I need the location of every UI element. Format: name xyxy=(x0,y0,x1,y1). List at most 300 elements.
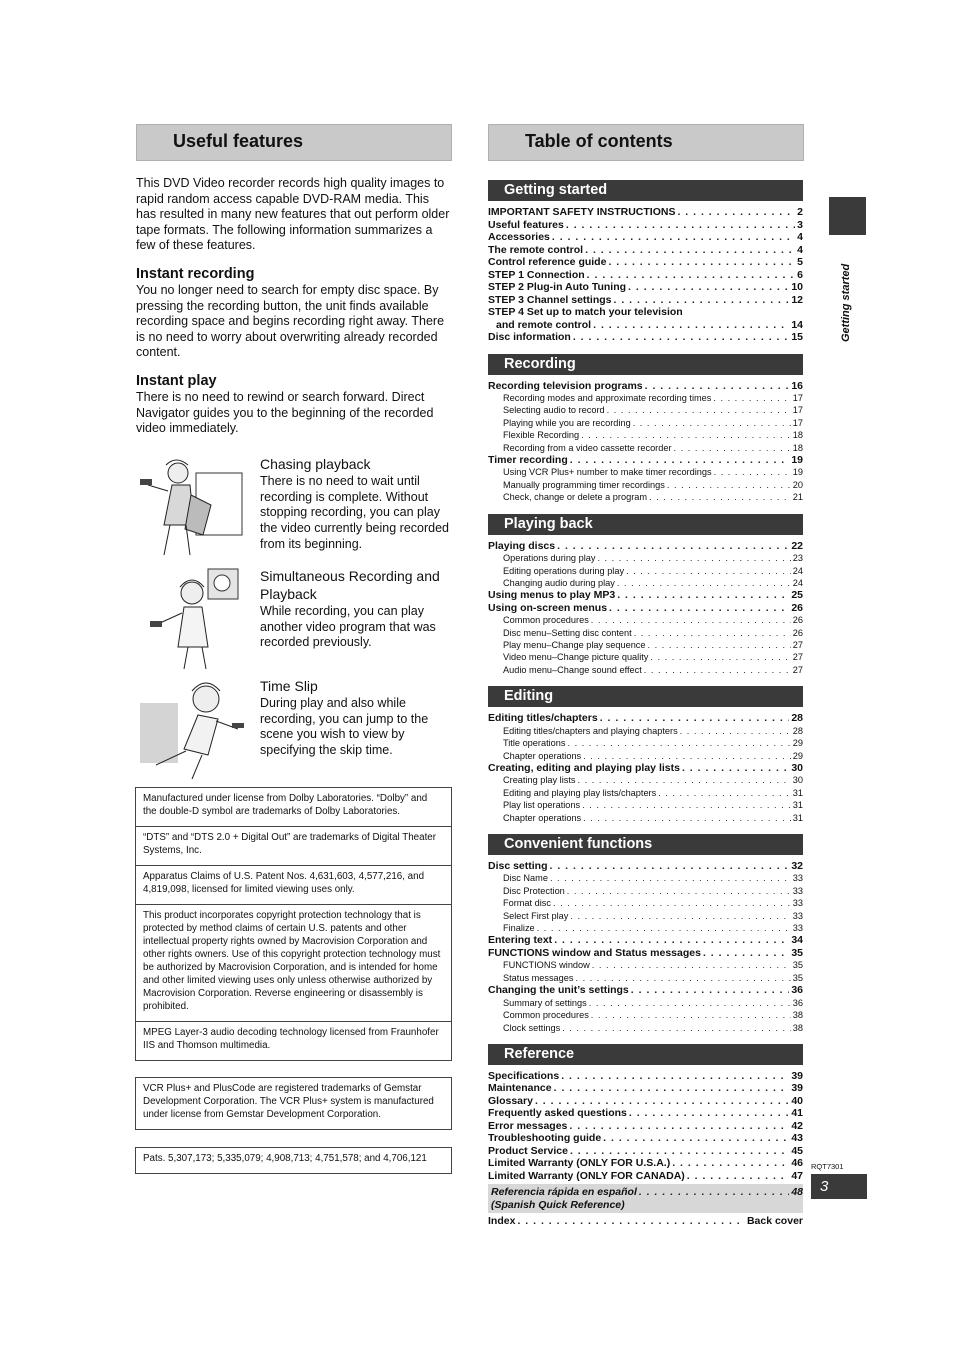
feature-time-slip xyxy=(136,677,450,787)
toc-entry[interactable] xyxy=(488,997,803,1009)
toc-entry-title: Specifications xyxy=(488,1069,560,1082)
toc-entry-title: Disc information xyxy=(488,331,571,343)
toc-section xyxy=(488,180,803,344)
toc-entry-page: 14 xyxy=(791,318,803,331)
spanish-reference-block[interactable] xyxy=(488,1184,803,1213)
toc-entry-page: 18 xyxy=(792,430,803,441)
toc-entry-title: Audio menu–Change sound effect xyxy=(503,664,642,675)
toc-entry-title: IMPORTANT SAFETY INSTRUCTIONS xyxy=(488,206,676,218)
toc-leader-dots xyxy=(607,404,791,416)
toc-entry-page: 39 xyxy=(791,1069,803,1082)
toc-entry[interactable] xyxy=(488,219,803,232)
toc-entry-page: 40 xyxy=(791,1094,803,1107)
instant-play-heading: Instant play xyxy=(136,372,217,389)
toc-entry-page: 19 xyxy=(792,467,803,478)
toc-entry-page: 26 xyxy=(791,601,803,614)
toc-entry-title: STEP 4 Set up to match your television xyxy=(488,306,683,318)
useful-features-banner xyxy=(136,124,452,161)
toc-entry-page: 42 xyxy=(791,1119,803,1132)
section-side-label: Getting started xyxy=(840,263,852,342)
toc-entry-page: 10 xyxy=(791,281,803,293)
toc-section-header: Editing xyxy=(488,686,803,707)
toc-entry-page: 17 xyxy=(792,417,803,428)
toc-entry-page: 27 xyxy=(792,664,803,675)
toc-leader-dots xyxy=(583,750,791,762)
toc-entry-title: Timer recording xyxy=(488,453,568,466)
chasing-playback-text: There is no need to wait until recording is complete. Without stopping recording, you can play the video currently being recorded from its beginning. xyxy=(260,473,450,551)
toc-entry[interactable] xyxy=(488,627,803,639)
toc-leader-dots xyxy=(617,589,789,602)
toc-leader-dots xyxy=(714,466,791,478)
toc-section-header: Playing back xyxy=(488,514,803,535)
toc-entry[interactable] xyxy=(488,491,803,503)
toc-entry-title: Status messages xyxy=(503,972,574,983)
toc-entry-page: 6 xyxy=(797,268,803,281)
toc-entry-title: Selecting audio to record xyxy=(503,405,605,416)
toc-entry-page: 16 xyxy=(791,379,803,392)
toc-entry-title: Finalize xyxy=(503,923,535,934)
toc-leader-dots xyxy=(593,319,789,332)
toc-entry-page: 47 xyxy=(791,1169,803,1182)
toc-entry-page: 39 xyxy=(791,1082,803,1095)
toc-leader-dots xyxy=(603,1132,789,1145)
toc-entry-page: 27 xyxy=(792,652,803,663)
toc-entry-title: Video menu–Change picture quality xyxy=(503,652,649,663)
notice-macrovision: This product incorporates copyright protection technology that is protected by method claims of certain U.S. patents and other intellectual property rights owned by Macrovision Corporation and other rights owners. Use of this copyright protection technology must be authorized by Macrovision Corporation, and is intended for home and other limited viewing uses only unless otherwise authorized by Macrovision Corporation. Reverse engineering or disassembly is prohibited. xyxy=(136,904,451,1021)
toc-leader-dots xyxy=(649,491,791,503)
toc-entry-title: Limited Warranty (ONLY FOR CANADA) xyxy=(488,1169,685,1182)
toc-leader-dots xyxy=(566,219,795,232)
spanish-reference-page: 48 xyxy=(791,1186,803,1199)
notice-vcr-plus: VCR Plus+ and PlusCode are registered trademarks of Gemstar Development Corporation. The VCR Plus+ system is manufactured under license from Gemstar Development Corporation. xyxy=(143,1083,434,1120)
toc-entry[interactable] xyxy=(488,306,803,319)
toc-leader-dots xyxy=(645,380,790,393)
page-number: 3 xyxy=(811,1174,867,1199)
toc-leader-dots xyxy=(667,479,791,491)
toc-leader-dots xyxy=(583,812,791,824)
toc-entry-title: Chapter operations xyxy=(503,812,582,823)
toc-entry[interactable] xyxy=(488,1145,803,1158)
toc-entry-title: Changing the unit’s settings xyxy=(488,984,629,997)
toc-leader-dots xyxy=(644,664,791,676)
toc-leader-dots xyxy=(553,897,791,909)
feature-chasing-playback xyxy=(136,455,450,567)
toc-entry[interactable] xyxy=(488,1132,803,1145)
toc-entry-title: FUNCTIONS window xyxy=(503,960,590,971)
toc-entry[interactable] xyxy=(488,429,803,441)
toc-entry[interactable] xyxy=(488,787,803,799)
toc-entry-page: 30 xyxy=(791,761,803,774)
toc-entry[interactable] xyxy=(488,725,803,737)
toc-entry-page: 21 xyxy=(792,492,803,503)
toc-leader-dots xyxy=(629,1107,789,1120)
toc-entry-title: and remote control xyxy=(496,318,592,331)
toc-entry-title: Title operations xyxy=(503,738,566,749)
toc-leader-dots xyxy=(587,269,796,282)
toc-entry-page: 17 xyxy=(792,405,803,416)
toc-entry-title: Common procedures xyxy=(503,615,589,626)
toc-leader-dots xyxy=(567,885,791,897)
toc-entry[interactable] xyxy=(488,1022,803,1034)
toc-leader-dots xyxy=(650,651,790,663)
toc-leader-dots xyxy=(562,1022,791,1034)
toc-leader-dots xyxy=(680,725,791,737)
toc-leader-dots xyxy=(575,972,790,984)
toc-entry-page: 33 xyxy=(792,898,803,909)
toc-entry-title: FUNCTIONS window and Status messages xyxy=(488,946,701,959)
toc-entry-page: 46 xyxy=(791,1157,803,1170)
toc-entry-title: Summary of settings xyxy=(503,997,587,1008)
spanish-reference-title: Referencia rápida en español xyxy=(491,1186,637,1199)
toc-entry-title: Disc Name xyxy=(503,873,548,884)
useful-features-column xyxy=(136,176,450,787)
toc-entry-page: 29 xyxy=(792,738,803,749)
toc-entry-page: 33 xyxy=(792,910,803,921)
toc-entry-title: Useful features xyxy=(488,218,564,231)
toc-entry[interactable] xyxy=(488,454,803,467)
toc-leader-dots xyxy=(628,281,789,294)
toc-section-header: Reference xyxy=(488,1044,803,1065)
toc-entry-page: 3 xyxy=(797,218,803,231)
intro-paragraph: This DVD Video recorder records high quality images to rapid random access capable DVD-RAM media. This has resulted in many new features that out perform older tape formats. The following information summarizes a few of these features. xyxy=(136,176,450,253)
toc-entry[interactable] xyxy=(488,1107,803,1120)
toc-entry[interactable] xyxy=(488,244,803,257)
toc-entry-title: Glossary xyxy=(488,1094,533,1107)
toc-leader-dots xyxy=(567,737,790,749)
toc-leader-dots xyxy=(569,1120,789,1133)
toc-entry[interactable] xyxy=(488,910,803,922)
toc-entry-page: 4 xyxy=(797,243,803,256)
toc-entry[interactable] xyxy=(488,651,803,663)
toc-entry[interactable] xyxy=(488,319,803,332)
toc-entry-title: Frequently asked questions xyxy=(488,1107,627,1120)
toc-entry[interactable] xyxy=(488,984,803,997)
toc-leader-dots xyxy=(674,442,791,454)
toc-entry-page: 35 xyxy=(792,972,803,983)
toc-leader-dots xyxy=(578,774,791,786)
toc-entry-title: Clock settings xyxy=(503,1022,561,1033)
toc-entry-title: Control reference guide xyxy=(488,256,607,268)
toc-leader-dots xyxy=(634,627,791,639)
toc-entry-title: Accessories xyxy=(488,231,550,243)
toc-entry-title: Check, change or delete a program xyxy=(503,492,648,503)
toc-entry-title: STEP 3 Channel settings xyxy=(488,293,612,306)
toc-entry[interactable] xyxy=(488,934,803,947)
toc-entry-title: Play menu–Change play sequence xyxy=(503,640,646,651)
toc-leader-dots xyxy=(570,910,790,922)
toc-leader-dots xyxy=(687,1170,790,1183)
toc-leader-dots xyxy=(677,206,795,219)
toc-entry-page: 26 xyxy=(792,615,803,626)
toc-entry-page: 26 xyxy=(792,627,803,638)
vcr-plus-notice-box xyxy=(135,1077,452,1130)
toc-entry[interactable] xyxy=(488,959,803,971)
toc-entry-page: 28 xyxy=(791,712,803,725)
toc-entry-page: 45 xyxy=(791,1144,803,1157)
toc-entry-page: 25 xyxy=(791,589,803,602)
toc-entry[interactable] xyxy=(488,614,803,626)
toc-entry-title: Using menus to play MP3 xyxy=(488,589,616,602)
toc-leader-dots xyxy=(589,997,791,1009)
toc-entry-page: 28 xyxy=(792,725,803,736)
toc-entry-title: The remote control xyxy=(488,243,584,256)
toc-entry-title: Editing titles/chapters xyxy=(488,712,598,725)
toc-entry-page: 5 xyxy=(797,256,803,268)
instant-recording-text: You no longer need to search for empty disc space. By pressing the recording button, the unit finds available recording space and begins recording right away. There is no need to worry about overwriting already recorded content. xyxy=(136,282,445,360)
toc-entry-page: 24 xyxy=(792,577,803,588)
toc-entry[interactable] xyxy=(488,256,803,269)
toc-entry[interactable] xyxy=(488,565,803,577)
notice-dolby: Manufactured under license from Dolby Laboratories. “Dolby” and the double-D symbol are trademarks of Dolby Laboratories. xyxy=(143,793,428,817)
toc-entry[interactable] xyxy=(488,1157,803,1170)
toc-section xyxy=(488,834,803,1034)
toc-entry-page: 4 xyxy=(797,231,803,243)
toc-entry[interactable] xyxy=(488,639,803,651)
toc-entry-title: Using on-screen menus xyxy=(488,601,608,614)
toc-entry-title: Disc Protection xyxy=(503,885,565,896)
toc-leader-dots xyxy=(585,244,795,257)
toc-entry-page: 35 xyxy=(792,960,803,971)
toc-entry[interactable] xyxy=(488,1082,803,1095)
section-tab-marker xyxy=(829,197,866,235)
toc-entry-page: 41 xyxy=(791,1107,803,1120)
toc-entry-page: 33 xyxy=(792,923,803,934)
toc-entry[interactable] xyxy=(488,331,803,344)
toc-entry[interactable] xyxy=(488,812,803,824)
document-code: RQT7301 xyxy=(811,1162,844,1171)
toc-entry[interactable] xyxy=(488,392,803,404)
toc-entry-page: 29 xyxy=(792,750,803,761)
toc-entry-page: 34 xyxy=(791,934,803,947)
simultaneous-recording-illustration xyxy=(136,567,246,671)
toc-entry-title: Editing and playing play lists/chapters xyxy=(503,787,657,798)
toc-entry[interactable] xyxy=(488,602,803,615)
toc-entry-title: Select First play xyxy=(503,910,569,921)
toc-entry-title: Common procedures xyxy=(503,1010,589,1021)
toc-leader-dots xyxy=(550,872,791,884)
toc-entry[interactable] xyxy=(488,589,803,602)
toc-entry[interactable] xyxy=(488,281,803,294)
toc-entry-title: STEP 1 Connection xyxy=(488,268,585,281)
toc-leader-dots xyxy=(617,577,791,589)
toc-section-header: Getting started xyxy=(488,180,803,201)
toc-section xyxy=(488,1044,803,1183)
toc-entry-title: Using VCR Plus+ number to make timer recordings xyxy=(503,467,712,478)
toc-leader-dots xyxy=(592,959,791,971)
time-slip-text: During play and also while recording, you can jump to the scene you wish to view by specifying the skip time. xyxy=(260,695,429,758)
toc-leader-dots xyxy=(614,294,790,307)
toc-leader-dots xyxy=(608,256,795,269)
toc-entry-page: 30 xyxy=(792,775,803,786)
toc-entry[interactable] xyxy=(488,947,803,960)
toc-entry-page: 43 xyxy=(791,1132,803,1145)
toc-entry[interactable] xyxy=(488,972,803,984)
toc-entry-page: 33 xyxy=(792,873,803,884)
toc-entry-title: STEP 2 Plug-in Auto Tuning xyxy=(488,281,627,293)
toc-title: Table of contents xyxy=(525,131,673,151)
toc-entry-page: 12 xyxy=(791,293,803,306)
toc-entry[interactable] xyxy=(488,404,803,416)
toc-entry-page: 31 xyxy=(792,800,803,811)
toc-entry-title: Play list operations xyxy=(503,800,581,811)
toc-entry[interactable] xyxy=(488,380,803,393)
toc-leader-dots xyxy=(554,1082,790,1095)
toc-entry-title: Editing operations during play xyxy=(503,565,625,576)
toc-entry-page: 17 xyxy=(792,393,803,403)
toc-entry[interactable] xyxy=(488,762,803,775)
toc-entry[interactable] xyxy=(488,231,803,244)
toc-entry[interactable] xyxy=(488,799,803,811)
notice-patents: Pats. 5,307,173; 5,335,079; 4,908,713; 4,751,578; and 4,706,121 xyxy=(143,1153,427,1164)
index-page: Back cover xyxy=(746,1215,803,1228)
toc-leader-dots xyxy=(631,984,790,997)
toc-entry[interactable] xyxy=(488,540,803,553)
toc-leader-dots xyxy=(591,614,791,626)
toc-entry[interactable] xyxy=(488,885,803,897)
time-slip-illustration xyxy=(136,677,246,781)
toc-leader-dots xyxy=(633,417,791,429)
toc-entry-title: Product Service xyxy=(488,1144,568,1157)
toc-leader-dots xyxy=(639,1186,789,1199)
toc-entry-title: Manually programming timer recordings xyxy=(503,479,665,490)
chasing-playback-illustration xyxy=(136,455,246,559)
toc-entry-page: 20 xyxy=(792,479,803,490)
toc-entry-page: 23 xyxy=(792,553,803,564)
toc-leader-dots xyxy=(672,1157,789,1170)
toc-entry-title: Format disc xyxy=(503,898,551,909)
chasing-playback-title: Chasing playback xyxy=(260,455,371,472)
toc-entry[interactable] xyxy=(488,479,803,491)
toc-entry-title: Limited Warranty (ONLY FOR U.S.A.) xyxy=(488,1157,671,1170)
time-slip-title: Time Slip xyxy=(260,677,318,694)
toc-leader-dots xyxy=(626,565,791,577)
toc-leader-dots xyxy=(554,934,789,947)
toc-entry-title: Creating play lists xyxy=(503,775,576,786)
toc-entry-title: Troubleshooting guide xyxy=(488,1132,602,1145)
toc-leader-dots xyxy=(552,231,795,244)
toc-entry[interactable] xyxy=(488,712,803,725)
toc-leader-dots xyxy=(561,1070,789,1083)
toc-entry[interactable] xyxy=(488,860,803,873)
toc-entry-page: 35 xyxy=(791,946,803,959)
toc-leader-dots xyxy=(658,787,791,799)
toc-entry[interactable] xyxy=(488,466,803,478)
toc-entry-page: 31 xyxy=(792,812,803,823)
useful-features-title: Useful features xyxy=(173,131,304,151)
index-label: Index xyxy=(488,1215,516,1228)
toc-entry-page: 31 xyxy=(792,787,803,798)
toc-entry[interactable] xyxy=(488,897,803,909)
toc-entry[interactable] xyxy=(488,552,803,564)
toc-entry-title: Recording modes and approximate recording times xyxy=(503,393,712,403)
toc-entry-title: Recording television programs xyxy=(488,379,643,392)
toc-entry[interactable] xyxy=(488,872,803,884)
toc-leader-dots xyxy=(703,947,789,960)
feature-simultaneous-recording xyxy=(136,567,450,677)
toc-leader-dots xyxy=(682,762,789,775)
toc-entry-title: Disc setting xyxy=(488,859,548,872)
toc-leader-dots xyxy=(648,639,791,651)
toc-leader-dots xyxy=(600,712,790,725)
toc-entry-page: 27 xyxy=(792,640,803,651)
toc-entry[interactable] xyxy=(488,1009,803,1021)
notice-dts: “DTS” and “DTS 2.0 + Digital Out” are trademarks of Digital Theater Systems, Inc. xyxy=(136,826,451,865)
instant-play-text: There is no need to rewind or search forward. Direct Navigator guides you to the beginning of the recorded video immediately. xyxy=(136,389,434,436)
toc-entry-page: 36 xyxy=(791,984,803,997)
toc-section-header: Recording xyxy=(488,354,803,375)
toc-entry xyxy=(491,1186,803,1199)
toc-entry-page: 24 xyxy=(792,565,803,576)
toc-entry-title: Editing titles/chapters and playing chapters xyxy=(503,725,678,736)
toc-entry-page: 2 xyxy=(797,206,803,218)
notice-mpeg: MPEG Layer-3 audio decoding technology licensed from Fraunhofer IIS and Thomson multimedia. xyxy=(136,1021,451,1060)
toc-entry-page: 19 xyxy=(791,453,803,466)
patents-notice-box xyxy=(135,1147,452,1174)
toc-entry-page: 38 xyxy=(792,1010,803,1021)
toc-entry[interactable] xyxy=(488,737,803,749)
toc-leader-dots xyxy=(591,1009,791,1021)
instant-recording-heading: Instant recording xyxy=(136,265,255,282)
toc-entry[interactable] xyxy=(488,1120,803,1133)
toc-entry-page: 18 xyxy=(792,442,803,453)
toc-entry-title: Recording from a video cassette recorder xyxy=(503,442,672,453)
toc-entry-title: Chapter operations xyxy=(503,750,582,761)
toc-entry[interactable] xyxy=(488,1170,803,1183)
toc-leader-dots xyxy=(557,540,789,553)
toc-section xyxy=(488,686,803,824)
toc-leader-dots xyxy=(582,799,791,811)
toc-leader-dots xyxy=(609,602,789,615)
toc-leader-dots xyxy=(573,331,789,344)
toc-entry-title: Disc menu–Setting disc content xyxy=(503,627,632,638)
toc-entry-page: 15 xyxy=(791,331,803,343)
toc-leader-dots xyxy=(570,454,790,467)
toc-entry-title: Operations during play xyxy=(503,553,596,564)
toc-entry-title: Changing audio during play xyxy=(503,577,615,588)
toc-entry-title: Flexible Recording xyxy=(503,430,580,441)
toc-entry[interactable] xyxy=(488,294,803,307)
toc-entry[interactable] xyxy=(488,922,803,934)
toc-entry-index[interactable] xyxy=(488,1215,803,1228)
toc-entry[interactable] xyxy=(488,442,803,454)
toc-entry[interactable] xyxy=(488,1070,803,1083)
table-of-contents xyxy=(488,180,803,1228)
toc-entry-page: 33 xyxy=(792,885,803,896)
toc-entry-page: 38 xyxy=(792,1022,803,1033)
license-notices-box xyxy=(135,787,452,1061)
simultaneous-recording-title: Simultaneous Recording and Playback xyxy=(260,567,440,602)
toc-leader-dots xyxy=(597,552,790,564)
toc-leader-dots xyxy=(537,922,791,934)
toc-entry[interactable] xyxy=(488,664,803,676)
toc-entry[interactable] xyxy=(488,269,803,282)
toc-entry-title: Maintenance xyxy=(488,1082,552,1095)
toc-entry[interactable] xyxy=(488,750,803,762)
toc-entry-title: Creating, editing and playing play lists xyxy=(488,761,680,774)
toc-entry[interactable] xyxy=(488,417,803,429)
toc-entry-page: 22 xyxy=(791,539,803,552)
toc-entry[interactable] xyxy=(488,774,803,786)
toc-entry-page: 36 xyxy=(792,997,803,1008)
toc-entry[interactable] xyxy=(488,577,803,589)
simultaneous-recording-text: While recording, you can play another video program that was recorded previously. xyxy=(260,603,436,650)
toc-entry-title: Entering text xyxy=(488,934,553,947)
toc-entry[interactable] xyxy=(488,1095,803,1108)
toc-entry-page: 32 xyxy=(791,859,803,872)
toc-entry[interactable] xyxy=(488,206,803,219)
toc-entry-title: Error messages xyxy=(488,1119,568,1132)
toc-leader-dots xyxy=(581,429,791,441)
